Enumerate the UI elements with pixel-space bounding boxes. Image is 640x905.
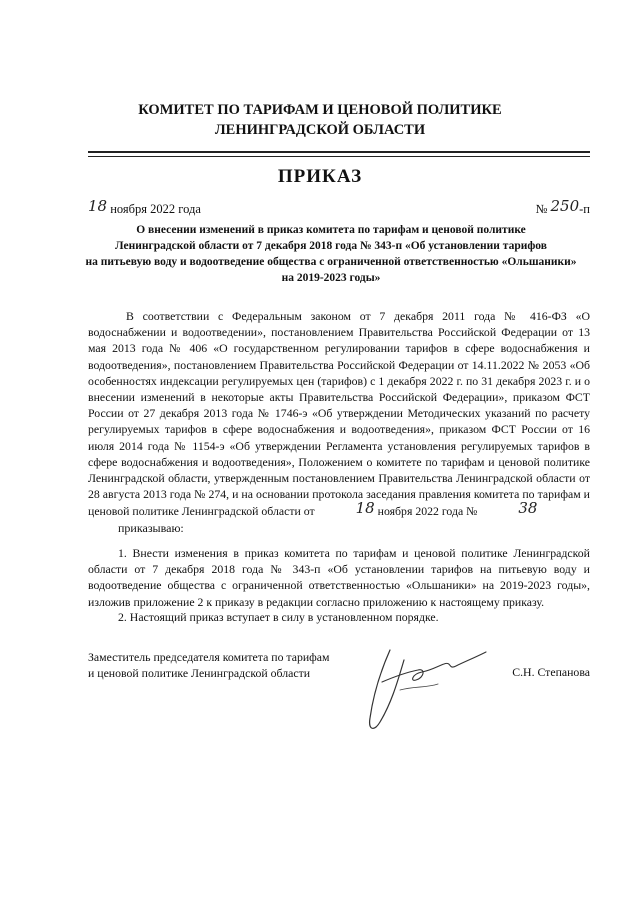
order-directive: приказываю:	[118, 521, 184, 535]
protocol-date-text: ноября 2022 года №	[377, 504, 478, 519]
document-subject	[60, 222, 602, 286]
header-rule-thin	[88, 156, 590, 157]
handwritten-protocol-day: 18	[355, 499, 375, 518]
order-item-1: 1. Внести изменения в приказ комитета по тарифам и ценовой политике Ленинградской области от 7 декабря 2018 года № 343-п «Об установлении тарифов на питьевую воду и водоотведение общества с ограниченной ответственностью «Ольшаники» на 2019-2023 годы», изложив приложение 2 к приказу в редакции согласно приложению к настоящему приказу.	[88, 546, 590, 609]
subject-line: на питьевую воду и водоотведение общества с ограниченной ответственностью «Ольшаники»	[85, 256, 577, 268]
org-name-line2: ЛЕНИНГРАДСКОЙ ОБЛАСТИ	[214, 122, 426, 138]
number-suffix: -п	[579, 202, 590, 216]
signatory-position	[88, 649, 330, 681]
document-number	[535, 199, 590, 217]
subject-line: О внесении изменений в приказ комитета по тарифам и ценовой политике	[136, 224, 526, 236]
number-prefix: №	[535, 202, 548, 216]
handwritten-protocol-number: 38	[518, 499, 538, 518]
date-month-year: ноября 2022 года	[110, 202, 201, 216]
position-line: и ценовой политике Ленинградской области	[88, 666, 311, 680]
signatory-name: С.Н. Степанова	[512, 665, 590, 679]
order-item-2: 2. Настоящий приказ вступает в силу в установленном порядке.	[118, 610, 439, 624]
position-line: Заместитель председателя комитета по тарифам	[88, 650, 330, 664]
header-rule-thick	[88, 151, 590, 153]
preamble-paragraph	[88, 308, 590, 520]
preamble-text: В соответствии с Федеральным законом от 7 декабря 2011 года № 416-ФЗ «О водоснабжении и водоотведении», постановлением Правительства Российской Федерации от 13 мая 2013 года № 406 «О государственном регулировании тарифов в сфере водоснабжения и водоотведения», постановлением Правительства Российской Федерации от 14.11.2022 № 2053 «Об особенностях индексации регулируемых цен (тарифов) с 1 декабря 2022 г. по 31 декабря 2023 г. и о внесении изменений в некоторые акты Правительства Российской Федерации», приказом ФСТ России от 27 декабря 2013 года № 1746-э «Об утверждении Методических указаний по расчету регулируемых тарифов в сфере водоснабжения и водоотведения», приказом ФСТ России от 16 июля 2014 года № 1154-э «Об утверждении Регламента установления регулируемых тарифов в сфере водоснабжения и водоотведения», Положением о комитете по тарифам и ценовой политике Ленинградской области, утвержденным постановлением Правительства Ленинградской области от 28 августа 2013 года № 274, и на основании протокола заседания правления комитета по тарифам и ценовой политике Ленинградской области от	[88, 309, 590, 519]
date-number-line	[88, 196, 590, 216]
subject-line: на 2019-2023 годы»	[281, 272, 381, 284]
handwritten-number: 250	[550, 197, 580, 215]
subject-line: Ленинградской области от 7 декабря 2018 года № 343-п «Об установлении тарифов	[115, 240, 547, 252]
org-name-line1: КОМИТЕТ ПО ТАРИФАМ И ЦЕНОВОЙ ПОЛИТИКЕ	[138, 102, 502, 118]
handwritten-date-day: 18	[88, 197, 108, 215]
organization-header	[0, 100, 640, 140]
document-title: ПРИКАЗ	[277, 166, 363, 187]
document-date	[88, 199, 201, 217]
handwritten-signature	[352, 630, 492, 740]
